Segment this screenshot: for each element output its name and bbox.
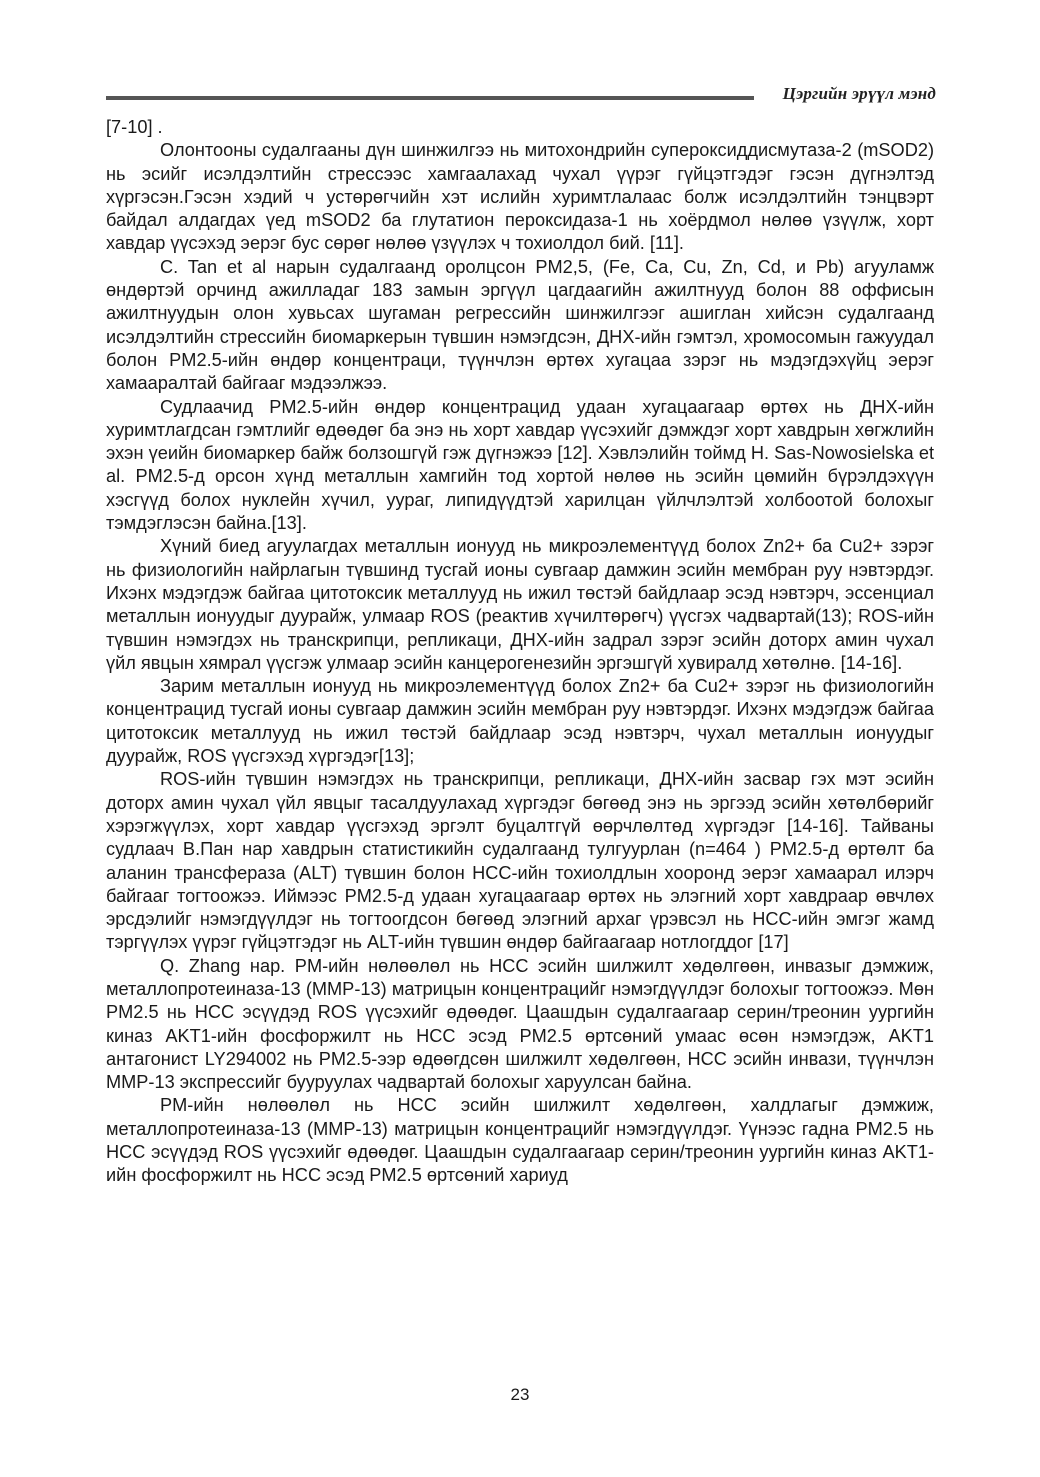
running-header — [106, 84, 936, 108]
page-number: 23 — [510, 1385, 530, 1404]
paragraph: Судлаачид PM2.5-ийн өндөр концентрацид удаан хугацаагаар өртөх нь ДНХ-ийн хуримтлагдсан гэмтлийг өдөөдөг ба энэ нь хорт хавдар үүсэхийг дэмждэг хорт хавдрын хөгжлийн эхэн үеийн биомаркер байж болзошгүй гэж дүгнэжээ [12]. Хэвлэлийн тоймд H. Sas-Nowosielska et al. PM2.5-д орсон хүнд металлын хамгийн тод хортой нөлөө нь эсийн цөмийн бүрэлдэхүүн хэсгүүд болох нуклейн хүчил, уураг, липидүүдтэй харилцан үйлчлэлтэй холбоотой болохыг тэмдэглэсэн байна.[13]. — [106, 396, 934, 534]
header-rule — [106, 96, 754, 100]
paragraph: ROS-ийн түвшин нэмэгдэх нь транскрипци, репликаци, ДНХ-ийн засвар гэх мэт эсийн доторх амин чухал үйл явцыг тасалдуулахад хүргэдэг бөгөөд энэ нь эргээд эсийн хөтөлбөрийг хэрэгжүүлэх, хорт хавдар үүсгэхэд эргэлт буцалтгүй өөрчлөлтөд хүргэдэг [14-16]. Тайваны судлаач B.Пан нар хавдрын статистикийн судалгаанд тулгуурлан (n=464 ) PM2.5-д өртөлт ба аланин трансфераза (ALT) түвшин болон HCC-ийн тохиолдлын хооронд эерэг хамаарал илэрч байгааг тогтоожээ. Иймээс PM2.5-д удаан хугацаагаар өртөх нь элэгний хорт хавдраар өвчлөх эрсдэлийг нэмэгдүүлдэг нь тогтоогдсон бөгөөд элэгний архаг үрэвсэл нь HCC-ийн эмгэг жамд тэргүүлэх үүрэг гүйцэтгэдэг нь ALT-ийн түвшин өндөр байгаагаар нотлогддог [17] — [106, 769, 934, 953]
paragraph: Зарим металлын ионууд нь микроэлементүүд болох Zn2+ ба Cu2+ зэрэг нь физиологийн концентрацид тусгай ионы сувгаар дамжин эсийн мембран руу нэвтэрдэг. Ихэнх мэдэгдэж байгаа цитотоксик металлууд нь ижил төстэй байдлаар эсэд нэвтэрч, чухал металлын ионуудыг дуурайж, ROS үүсгэхэд хүргэдэг[13]; — [106, 676, 934, 767]
paragraph: Хүний биед агуулагдах металлын ионууд нь микроэлементүүд болох Zn2+ ба Cu2+ зэрэг нь физиологийн найрлагын түвшинд тусгай ионы сувгаар дамжин эсийн мембран руу нэвтэрдэг. Ихэнх мэдэгдэж байгаа цитотоксик металлууд нь ижил төстэй байдлаар эсэд нэвтэрч, эссенциал металлын ионуудыг дуурайж, улмаар ROS (реактив хүчилтөрөгч) үүсгэх чадвартай(13); ROS-ийн түвшин нэмэгдэх нь транскрипци, репликаци, ДНХ-ийн задрал зэрэг эсийн доторх амин чухал үйл явцын хямрал үүсгэж улмаар эсийн канцерогенезийн эргэшгүй хувиралд хөтөлнө. [14-16]. — [106, 536, 934, 673]
running-title: Цэргийн эрүүл мэнд — [782, 84, 936, 103]
paragraph: PM-ийн нөлөөлөл нь HCC эсийн шилжилт хөдөлгөөн, халдлагыг дэмжиж, металлопротеиназа-13 (MMP-13) матрицын концентрацийг нэмэгдүүлдэг. Үүнээс гадна PM2.5 нь HCC эсүүдэд ROS үүсэхийг өдөөдөг. Цаашдын судалгаагаар серин/треонин уургийн киназ AKT1-ийн фосфоржилт нь HCC эсэд PM2.5 өртсөний хариуд — [106, 1095, 934, 1186]
paragraph: Олонтооны судалгааны дүн шинжилгээ нь митохондрийн супероксиддисмутаза-2 (mSOD2) нь эсийг исэлдэлтийн стрессээс хамгаалахад чухал үүрэг гүйцэтгэдэг гэсэн дүгнэлтэд хүргэсэн.Гэсэн хэдий ч устөрөгчийн хэт ислийн хуримтлалаас болж исэлдэлтийн тэнцвэрт байдал алдагдах үед mSOD2 ба глутатион пероксидаза-1 нь хоёрдмол нөлөө үзүүлж, хорт хавдар үүсэхэд эерэг бус сөрөг нөлөө үзүүлэх ч тохиолдол бий. [11]. — [106, 140, 934, 254]
paragraph: C. Tan et al нарын судалгаанд оролцсон PM2,5, (Fe, Ca, Cu, Zn, Cd, и Pb) агууламж өндөртэй орчинд ажилладаг 183 замын эргүүл цагдаагийн ажилтнууд болон 88 оффисын ажилтнуудын олон хувьсах шугаман регрессийн шинжилгээг ашиглан хийсэн судалгаанд исэлдэлтийн стрессийн биомаркерын түвшин нэмэгдсэн, ДНХ-ийн гэмтэл, хромосомын гажуудал болон PM2.5-ийн өндөр концентраци, түүнчлэн өртөх хугацаа зэрэг нь мэдэгдэхүйц эерэг хамааралтай байгааг мэдээлжээ. — [106, 256, 934, 394]
paragraph-continuation: [7-10] . — [106, 117, 163, 137]
body-text — [106, 116, 934, 1188]
paragraph: Q. Zhang нар. PM-ийн нөлөөлөл нь HCC эсийн шилжилт хөдөлгөөн, инвазыг дэмжиж, металлопротеиназа-13 (MMP-13) матрицын концентрацийг нэмэгдүүлдэг болохыг тогтоожээ. Мөн PM2.5 нь HCC эсүүдэд ROS үүсэхийг өдөөдөг. Цаашдын судалгаагаар серин/треонин уургийн киназ AKT1-ийн фосфоржилт нь HCC эсэд PM2.5 өртсөний умаас өсөн нэмэгдэж, AKT1 антагонист LY294002 нь PM2.5-ээр өдөөгдсөн шилжилт хөдөлгөөн, HCC эсийн инвази, түүнчлэн MMP-13 экспрессийг бууруулах чадвартай болохыг харуулсан байна. — [106, 955, 934, 1093]
